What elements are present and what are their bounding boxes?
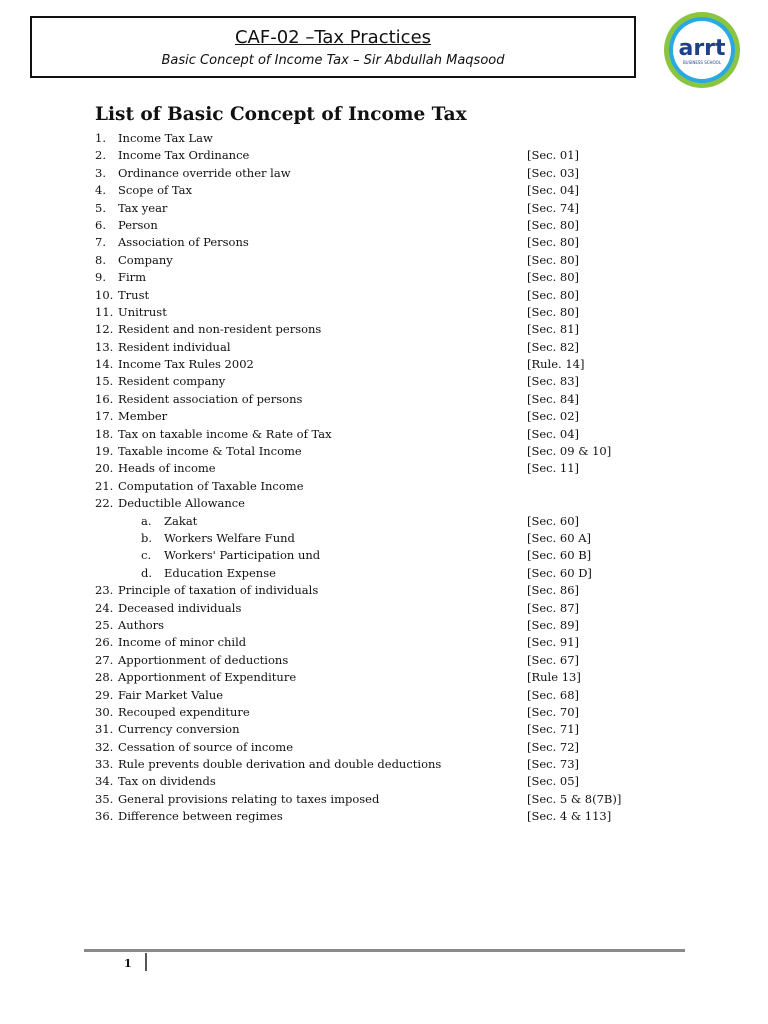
item-number: 16.: [95, 391, 114, 406]
item-reference: [Sec. 84]: [527, 391, 580, 406]
list-item: [0, 652, 768, 669]
list-item: [0, 269, 768, 286]
list-item: [0, 321, 768, 338]
item-number: 28.: [95, 670, 114, 685]
list-item: [0, 704, 768, 721]
item-label: Company: [118, 252, 173, 267]
item-number: 25.: [95, 617, 114, 632]
item-label: Resident company: [118, 374, 226, 389]
item-reference: [Sec. 73]: [527, 757, 580, 772]
list-item: [0, 356, 768, 373]
page-number: 1: [124, 957, 132, 970]
item-label: Zakat: [164, 513, 198, 528]
list-item: [0, 339, 768, 356]
item-label: Person: [118, 217, 158, 232]
header-title: CAF-02 –Tax Practices: [234, 27, 432, 48]
item-label: Tax year: [118, 200, 168, 215]
item-label: Cessation of source of income: [118, 739, 294, 754]
item-number: 5.: [95, 200, 106, 215]
footer-divider: [84, 949, 685, 952]
item-label: Resident association of persons: [118, 391, 303, 406]
item-number: 22.: [95, 496, 114, 511]
item-reference: [Sec. 01]: [527, 148, 580, 163]
item-number: 13.: [95, 339, 114, 354]
item-label: Association of Persons: [118, 235, 249, 250]
item-number: 2.: [95, 148, 106, 163]
item-reference: [Sec. 04]: [527, 426, 580, 441]
item-number: 17.: [95, 409, 114, 424]
item-label: Education Expense: [164, 565, 276, 580]
item-reference: [Sec. 72]: [527, 739, 580, 754]
header-subtitle: Basic Concept of Income Tax – Sir Abdullah Maqsood: [161, 53, 505, 68]
list-item: [0, 373, 768, 390]
item-number: 27.: [95, 652, 114, 667]
item-label: Trust: [118, 287, 150, 302]
arrt-logo-icon: [662, 10, 742, 90]
item-label: Deceased individuals: [118, 600, 242, 615]
list-item: [0, 687, 768, 704]
item-reference: [Sec. 67]: [527, 652, 580, 667]
item-number: 14.: [95, 357, 114, 372]
item-label: Apportionment of Expenditure: [118, 670, 297, 685]
item-label: Firm: [118, 270, 147, 285]
item-number: d.: [141, 565, 153, 580]
list-item: [0, 478, 768, 495]
item-label: General provisions relating to taxes imposed: [118, 791, 380, 806]
item-label: Workers' Participation und: [164, 548, 321, 563]
page-number-divider: [145, 953, 147, 971]
item-label: Currency conversion: [118, 722, 240, 737]
list-item: [0, 669, 768, 686]
item-reference: [Sec. 89]: [527, 617, 580, 632]
item-reference: [Sec. 80]: [527, 270, 580, 285]
list-item: [0, 495, 768, 512]
item-label: Scope of Tax: [118, 183, 193, 198]
list-item: [0, 408, 768, 425]
list-item: [0, 217, 768, 234]
item-number: 3.: [95, 165, 106, 180]
item-label: Principle of taxation of individuals: [118, 583, 319, 598]
sub-list-item: [0, 530, 768, 547]
item-reference: [Sec. 80]: [527, 304, 580, 319]
list-item: [0, 200, 768, 217]
item-number: c.: [141, 548, 152, 563]
item-number: 8.: [95, 252, 106, 267]
item-reference: [Sec. 4 & 113]: [527, 809, 612, 824]
item-reference: [Sec. 80]: [527, 252, 580, 267]
item-label: Income Tax Law: [118, 131, 213, 145]
item-label: Computation of Taxable Income: [118, 478, 304, 493]
item-number: 1.: [95, 131, 106, 145]
item-reference: [Sec. 03]: [527, 165, 580, 180]
item-reference: [Sec. 87]: [527, 600, 580, 615]
item-number: 12.: [95, 322, 114, 337]
list-title: List of Basic Concept of Income Tax: [95, 104, 467, 125]
item-reference: [Sec. 80]: [527, 217, 580, 232]
list-item: [0, 426, 768, 443]
item-number: a.: [141, 513, 152, 528]
item-label: Rule prevents double derivation and double deductions: [118, 757, 442, 772]
list-item: [0, 582, 768, 599]
list-item: [0, 287, 768, 304]
item-label: Authors: [118, 617, 165, 632]
item-number: 30.: [95, 704, 114, 719]
list-item: [0, 147, 768, 164]
item-reference: [Sec. 60 A]: [527, 530, 592, 545]
item-reference: [Sec. 83]: [527, 374, 580, 389]
item-label: Tax on dividends: [118, 774, 216, 789]
item-number: 11.: [95, 304, 114, 319]
item-number: 7.: [95, 235, 106, 250]
logo-small-text: BUSINESS SCHOOL: [682, 60, 722, 65]
list-item: [0, 634, 768, 651]
item-reference: [Sec. 05]: [527, 774, 580, 789]
item-reference: [Sec. 86]: [527, 583, 580, 598]
item-number: 18.: [95, 426, 114, 441]
item-label: Taxable income & Total Income: [118, 444, 302, 459]
item-label: Difference between regimes: [118, 809, 283, 824]
item-number: 26.: [95, 635, 114, 650]
item-number: 31.: [95, 722, 114, 737]
item-reference: [Sec. 81]: [527, 322, 580, 337]
list-item: [0, 460, 768, 477]
list-item: [0, 252, 768, 269]
item-reference: [Sec. 68]: [527, 687, 580, 702]
item-number: 4.: [95, 183, 106, 198]
list-item: [0, 130, 768, 147]
item-reference: [Sec. 74]: [527, 200, 580, 215]
header-box: [30, 16, 636, 78]
item-number: 33.: [95, 757, 114, 772]
item-reference: [Sec. 04]: [527, 183, 580, 198]
item-number: 32.: [95, 739, 114, 754]
list-item: [0, 756, 768, 773]
item-number: 20.: [95, 461, 114, 476]
item-number: 10.: [95, 287, 114, 302]
item-number: 9.: [95, 270, 106, 285]
item-number: 29.: [95, 687, 114, 702]
item-number: 6.: [95, 217, 106, 232]
item-label: Resident and non-resident persons: [118, 322, 322, 337]
list-item: [0, 617, 768, 634]
item-reference: [Sec. 80]: [527, 287, 580, 302]
item-label: Recouped expenditure: [118, 704, 250, 719]
item-number: 35.: [95, 791, 114, 806]
item-reference: [Rule 13]: [527, 670, 581, 685]
item-reference: [Sec. 02]: [527, 409, 580, 424]
item-reference: [Sec. 70]: [527, 704, 580, 719]
item-reference: [Sec. 71]: [527, 722, 580, 737]
list-item: [0, 234, 768, 251]
list-item: [0, 304, 768, 321]
item-reference: [Sec. 91]: [527, 635, 580, 650]
item-label: Member: [118, 409, 168, 424]
item-number: 19.: [95, 444, 114, 459]
item-reference: [Sec. 5 & 8(7B)]: [527, 791, 622, 806]
list-item: [0, 791, 768, 808]
item-label: Income Tax Ordinance: [118, 148, 250, 163]
list-item: [0, 721, 768, 738]
list-item: [0, 808, 768, 825]
item-number: 23.: [95, 583, 114, 598]
list-item: [0, 739, 768, 756]
item-reference: [Sec. 60]: [527, 513, 580, 528]
item-number: 36.: [95, 809, 114, 824]
item-label: Income Tax Rules 2002: [118, 357, 254, 372]
item-label: Income of minor child: [118, 635, 247, 650]
item-label: Ordinance override other law: [118, 165, 291, 180]
logo-text: arrt: [678, 36, 726, 61]
item-label: Resident individual: [118, 339, 231, 354]
list-item: [0, 391, 768, 408]
list-item: [0, 165, 768, 182]
item-label: Heads of income: [118, 461, 216, 476]
item-reference: [Sec. 09 & 10]: [527, 444, 612, 459]
item-reference: [Sec. 11]: [527, 461, 580, 476]
item-number: 21.: [95, 478, 114, 493]
list-item: [0, 182, 768, 199]
item-label: Fair Market Value: [118, 687, 224, 702]
item-reference: [Sec. 60 B]: [527, 548, 592, 563]
list-item: [0, 600, 768, 617]
item-number: b.: [141, 530, 153, 545]
item-label: Tax on taxable income & Rate of Tax: [118, 426, 332, 441]
sub-list-item: [0, 513, 768, 530]
item-label: Deductible Allowance: [118, 496, 245, 511]
item-reference: [Sec. 80]: [527, 235, 580, 250]
item-number: 24.: [95, 600, 114, 615]
item-reference: [Rule. 14]: [527, 357, 585, 372]
list-item: [0, 773, 768, 790]
sub-list-item: [0, 547, 768, 564]
sub-list-item: [0, 565, 768, 582]
list-item: [0, 443, 768, 460]
item-reference: [Sec. 82]: [527, 339, 580, 354]
item-label: Workers Welfare Fund: [164, 530, 295, 545]
item-number: 15.: [95, 374, 114, 389]
item-label: Apportionment of deductions: [118, 652, 289, 667]
item-reference: [Sec. 60 D]: [527, 565, 592, 580]
concept-list: [0, 130, 768, 826]
item-label: Unitrust: [118, 304, 167, 319]
item-number: 34.: [95, 774, 114, 789]
